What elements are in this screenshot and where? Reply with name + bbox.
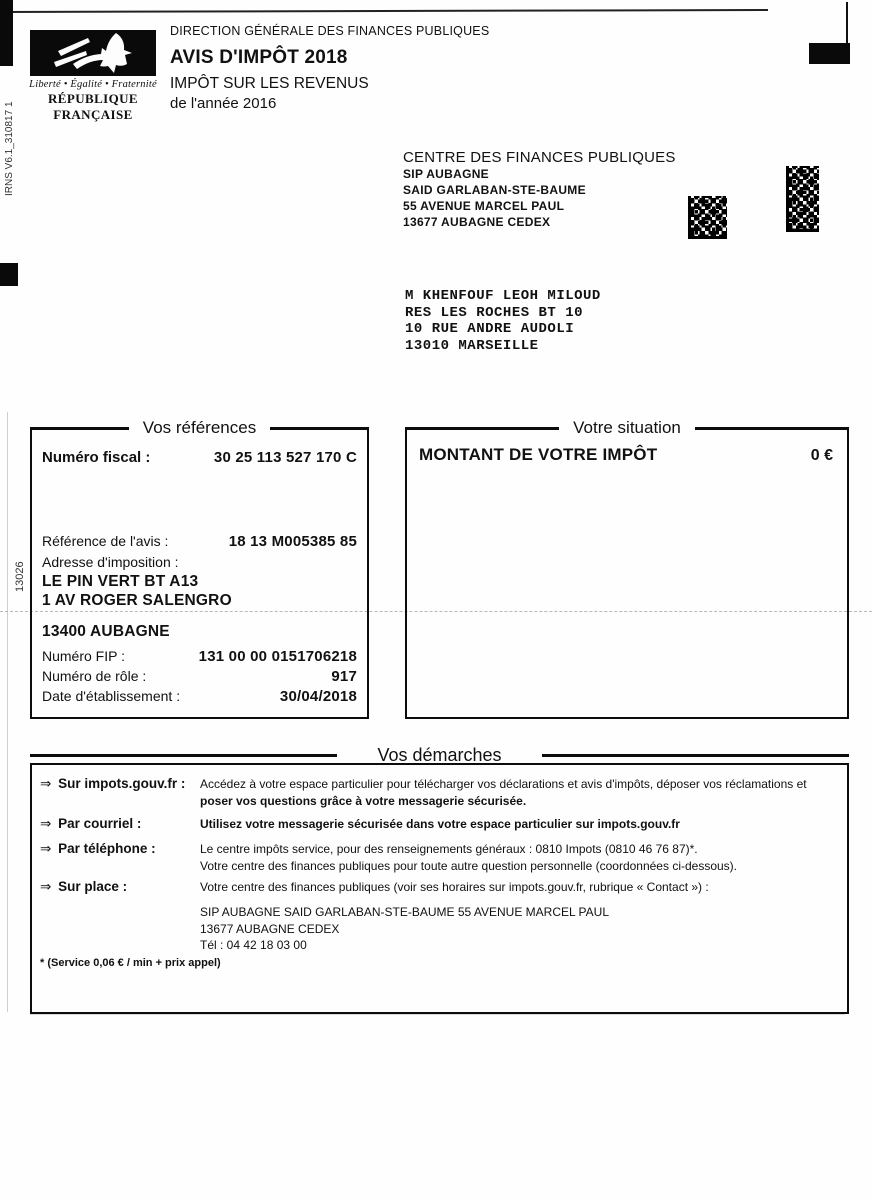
tax-center-name: CENTRE DES FINANCES PUBLIQUES bbox=[403, 149, 676, 166]
tax-center-line: 13677 AUBAGNE CEDEX bbox=[403, 215, 551, 229]
arrow-right-icon: ⇒ bbox=[40, 776, 52, 791]
scan-mark-top-right bbox=[809, 43, 850, 64]
service-cost-footnote: * (Service 0,06 € / min + prix appel) bbox=[40, 957, 221, 969]
adresse-imposition-ville: 13400 AUBAGNE bbox=[42, 623, 170, 640]
recipient-line: M KHENFOUF LEOH MILOUD bbox=[405, 288, 601, 304]
arrow-right-icon: ⇒ bbox=[40, 879, 52, 894]
date-etablissement-row bbox=[42, 688, 357, 705]
reference-avis-value: 18 13 M005385 85 bbox=[228, 533, 357, 550]
french-republic-logo bbox=[27, 30, 159, 123]
numero-role-value: 917 bbox=[331, 668, 357, 685]
demarche-sur-place-text: Votre centre des finances publiques (voir ses horaires sur impots.gouv.fr, rubrique « Contact ») : bbox=[200, 880, 709, 894]
side-code-vertical: 13026 bbox=[14, 561, 26, 592]
scan-line-top-right bbox=[846, 2, 848, 44]
demarche-telephone-row bbox=[40, 841, 839, 875]
numero-fip-row bbox=[42, 648, 357, 665]
numero-fiscal-label: Numéro fiscal : bbox=[42, 449, 151, 466]
adresse-imposition-row bbox=[42, 554, 357, 570]
document-title: AVIS D'IMPÔT 2018 bbox=[170, 47, 348, 68]
situation-box bbox=[405, 418, 849, 719]
logo-motto: Liberté • Égalité • Fraternité bbox=[29, 79, 157, 90]
demarche-telephone-text2: Votre centre des finances publiques pour toute autre question personnelle (coordonnées ci-dessous). bbox=[200, 859, 738, 873]
montant-impot-label: MONTANT DE VOTRE IMPÔT bbox=[419, 445, 658, 464]
demarche-sur-place-label: ⇒ Sur place : bbox=[40, 879, 128, 894]
scan-mark-top-left bbox=[0, 0, 13, 66]
recipient-line: RES LES ROCHES BT 10 bbox=[405, 304, 584, 321]
document-year: de l'année 2016 bbox=[170, 95, 277, 112]
demarche-impots-gouv-label: ⇒ Sur impots.gouv.fr : bbox=[40, 776, 186, 791]
reference-avis-row bbox=[42, 533, 357, 550]
office-address-block bbox=[200, 904, 609, 954]
form-reference-vertical: IRNS V6.1_310817 1 bbox=[4, 101, 15, 196]
tax-center-line: 55 AVENUE MARCEL PAUL bbox=[403, 199, 565, 213]
recipient-line: 10 RUE ANDRE AUDOLI bbox=[405, 321, 575, 337]
demarches-box bbox=[30, 745, 849, 1014]
numero-fiscal-row bbox=[42, 449, 357, 466]
numero-fip-value: 131 00 00 0151706218 bbox=[198, 648, 357, 665]
date-etablissement-value: 30/04/2018 bbox=[279, 688, 357, 705]
demarche-impots-gouv-row bbox=[40, 776, 839, 810]
datamatrix-barcode-small bbox=[688, 196, 727, 239]
scan-edge-line bbox=[0, 9, 768, 13]
arrow-right-icon: ⇒ bbox=[40, 841, 52, 856]
demarche-impots-gouv-text1: Accédez à votre espace particulier pour télécharger vos déclarations et avis d'impôts, déposer vos réclamations et bbox=[200, 777, 807, 791]
demarches-box-title: Vos démarches bbox=[30, 745, 849, 766]
numero-fip-label: Numéro FIP : bbox=[42, 648, 125, 664]
demarche-impots-gouv-text2: poser vos questions grâce à votre messagerie sécurisée. bbox=[200, 794, 527, 808]
montant-impot-value: 0 € bbox=[810, 447, 833, 464]
tax-center-address bbox=[403, 149, 676, 230]
arrow-right-icon: ⇒ bbox=[40, 816, 52, 831]
numero-fiscal-value: 30 25 113 527 170 C bbox=[213, 449, 357, 466]
document-subtitle: IMPÔT SUR LES REVENUS bbox=[170, 75, 369, 92]
numero-role-label: Numéro de rôle : bbox=[42, 668, 147, 684]
adresse-imposition-line1: LE PIN VERT BT A13 bbox=[42, 573, 199, 590]
reference-avis-label: Référence de l'avis : bbox=[42, 533, 169, 549]
tax-center-line: SIP AUBAGNE bbox=[403, 167, 489, 181]
numero-role-row bbox=[42, 668, 357, 685]
scan-page-edge bbox=[7, 412, 8, 1012]
adresse-imposition-label: Adresse d'imposition : bbox=[42, 554, 179, 570]
demarche-courriel-row bbox=[40, 816, 839, 833]
demarche-telephone-label: ⇒ Par téléphone : bbox=[40, 841, 156, 856]
scan-mark-left bbox=[0, 263, 18, 286]
demarche-sur-place-row bbox=[40, 879, 839, 896]
office-address-line: SIP AUBAGNE SAID GARLABAN-STE-BAUME 55 AVENUE MARCEL PAUL bbox=[200, 905, 610, 919]
adresse-imposition-line2: 1 AV ROGER SALENGRO bbox=[42, 592, 232, 609]
demarche-telephone-text1: Le centre impôts service, pour des renseignements généraux : 0810 Impots (0810 46 76 87)*. bbox=[200, 842, 698, 856]
situation-box-title: Votre situation bbox=[405, 418, 849, 438]
recipient-line: 13010 MARSEILLE bbox=[405, 337, 539, 354]
demarche-courriel-text: Utilisez votre messagerie sécurisée dans votre espace particulier sur impots.gouv.fr bbox=[200, 817, 680, 831]
office-phone-line: Tél : 04 42 18 03 00 bbox=[200, 938, 307, 952]
montant-impot-row bbox=[419, 445, 833, 465]
datamatrix-barcode-tall bbox=[786, 166, 819, 232]
tax-center-line: SAID GARLABAN-STE-BAUME bbox=[403, 183, 586, 197]
office-address-line: 13677 AUBAGNE CEDEX bbox=[200, 921, 340, 936]
date-etablissement-label: Date d'établissement : bbox=[42, 688, 181, 704]
references-box-title: Vos références bbox=[30, 418, 369, 438]
document-header bbox=[170, 24, 489, 112]
agency-name: DIRECTION GÉNÉRALE DES FINANCES PUBLIQUES bbox=[170, 24, 490, 38]
references-box bbox=[30, 418, 369, 719]
demarche-courriel-label: ⇒ Par courriel : bbox=[40, 816, 142, 831]
marianne-icon bbox=[30, 30, 156, 76]
recipient-address bbox=[405, 288, 601, 354]
logo-republic: RÉPUBLIQUE FRANÇAISE bbox=[48, 91, 138, 122]
